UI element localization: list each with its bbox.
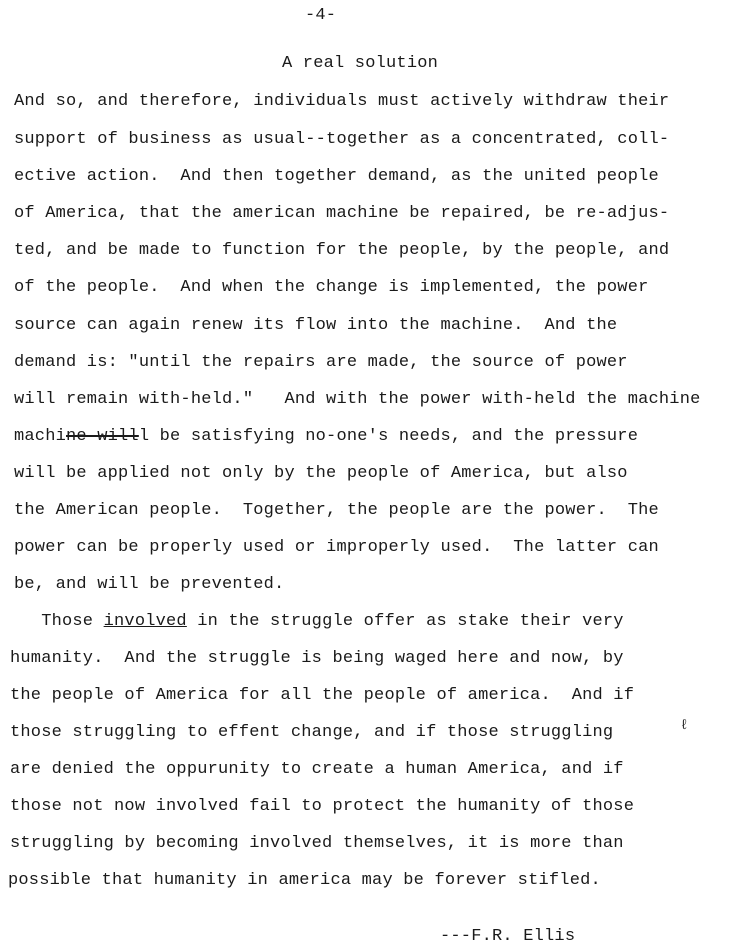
underlined-word: involved: [103, 612, 187, 631]
body-line: ective action. And then together demand, as the united people: [14, 167, 659, 186]
body-line: ted, and be made to function for the people, by the people, and: [14, 241, 670, 260]
body-line: be, and will be prevented.: [14, 575, 285, 594]
body-line: power can be properly used or improperly used. The latter can: [14, 538, 659, 557]
body-line: humanity. And the struggle is being waged here and now, by: [10, 649, 624, 668]
body-line-with-underline: [10, 612, 624, 632]
body-line: And so, and therefore, individuals must actively withdraw their: [14, 92, 670, 111]
struck-out-text: ne will: [66, 427, 139, 446]
body-line: those struggling to effent change, and if those struggling: [10, 723, 614, 742]
body-line: those not now involved fail to protect the humanity of those: [10, 797, 635, 816]
body-line: support of business as usual--together as a concentrated, coll-: [14, 130, 670, 149]
body-line: are denied the oppurunity to create a human America, and if: [10, 760, 624, 779]
page-number: -4-: [305, 6, 337, 25]
body-line: possible that humanity in america may be forever stifled.: [8, 871, 601, 890]
body-line-with-strikeout: [14, 427, 638, 447]
body-line: source can again renew its flow into the machine. And the: [14, 316, 618, 335]
body-line: of America, that the american machine be repaired, be re-adjus-: [14, 204, 670, 223]
body-line: demand is: "until the repairs are made, the source of power: [14, 353, 628, 372]
line-text-before-strike: machi: [14, 427, 67, 446]
line-text-after-strike: l be satisfying no-one's needs, and the pressure: [138, 427, 639, 446]
body-line: struggling by becoming involved themselves, it is more than: [10, 834, 624, 853]
body-line: will be applied not only by the people of America, but also: [14, 464, 628, 483]
line-text-after-underline: in the struggle offer as stake their very: [186, 612, 624, 631]
body-line: the American people. Together, the people are the power. The: [14, 501, 659, 520]
document-title: A real solution: [282, 54, 439, 73]
body-line: of the people. And when the change is implemented, the power: [14, 278, 649, 297]
body-line: will remain with-held." And with the power with-held the machine: [14, 390, 701, 409]
signature: ---F.R. Ellis: [440, 927, 576, 946]
body-line: the people of America for all the people of america. And if: [10, 686, 635, 705]
line-text-before-underline: Those: [10, 612, 104, 631]
handwritten-mark: ℓ: [680, 718, 689, 734]
